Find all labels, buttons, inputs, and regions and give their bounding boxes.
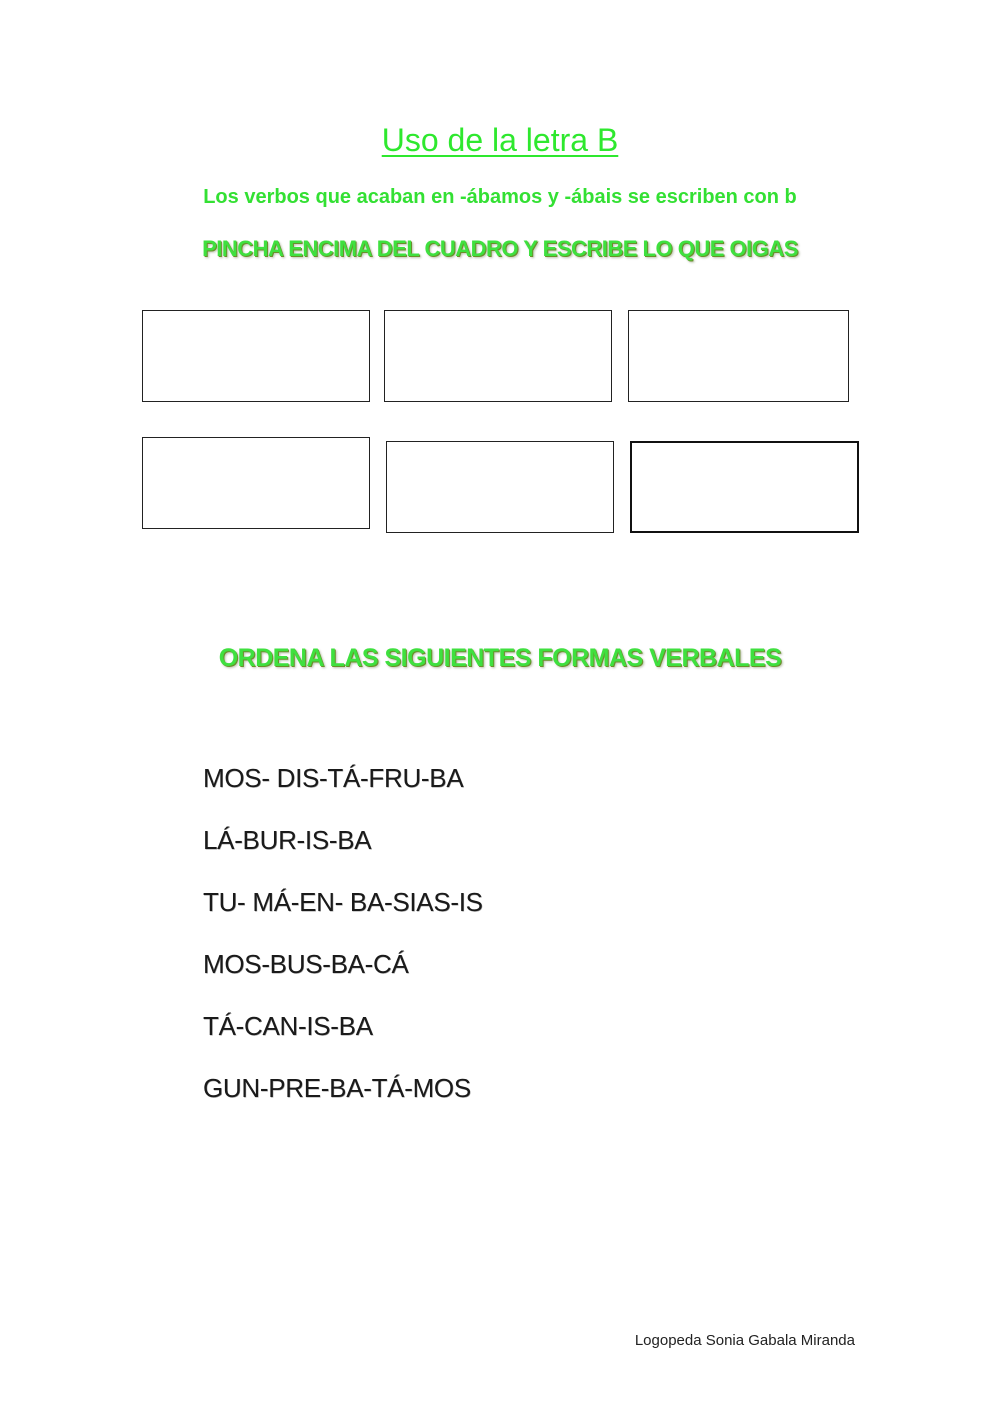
scrambled-verb-2: LÁ-BUR-IS-BA (203, 825, 372, 855)
scrambled-verb-5: TÁ-CAN-IS-BA (203, 1011, 373, 1041)
scrambled-verb-list (203, 760, 483, 1132)
author-credit: Logopeda Sonia Gabala Miranda (634, 1332, 855, 1349)
scrambled-verb-3: TU- MÁ-EN- BA-SIAS-IS (203, 887, 483, 917)
answer-box-5[interactable] (386, 441, 614, 533)
answer-box-6[interactable] (630, 441, 859, 533)
answer-box-3[interactable] (628, 310, 849, 402)
answer-box-4[interactable] (142, 437, 370, 529)
listening-instruction: PINCHA ENCIMA DEL CUADRO Y ESCRIBE LO QUE OIGAS (202, 236, 798, 261)
scrambled-verb-4: MOS-BUS-BA-CÁ (203, 949, 409, 979)
answer-box-1[interactable] (142, 310, 370, 402)
answer-box-2[interactable] (384, 310, 612, 402)
page-title: Uso de la letra B (381, 122, 619, 158)
scrambled-verb-6: GUN-PRE-BA-TÁ-MOS (203, 1073, 471, 1103)
rule-subtitle: Los verbos que acaban en -ábamos y -ábais se escriben con b (203, 186, 797, 208)
scrambled-verb-1: MOS- DIS-TÁ-FRU-BA (203, 763, 464, 793)
ordering-instruction: ORDENA LAS SIGUIENTES FORMAS VERBALES (218, 644, 782, 672)
